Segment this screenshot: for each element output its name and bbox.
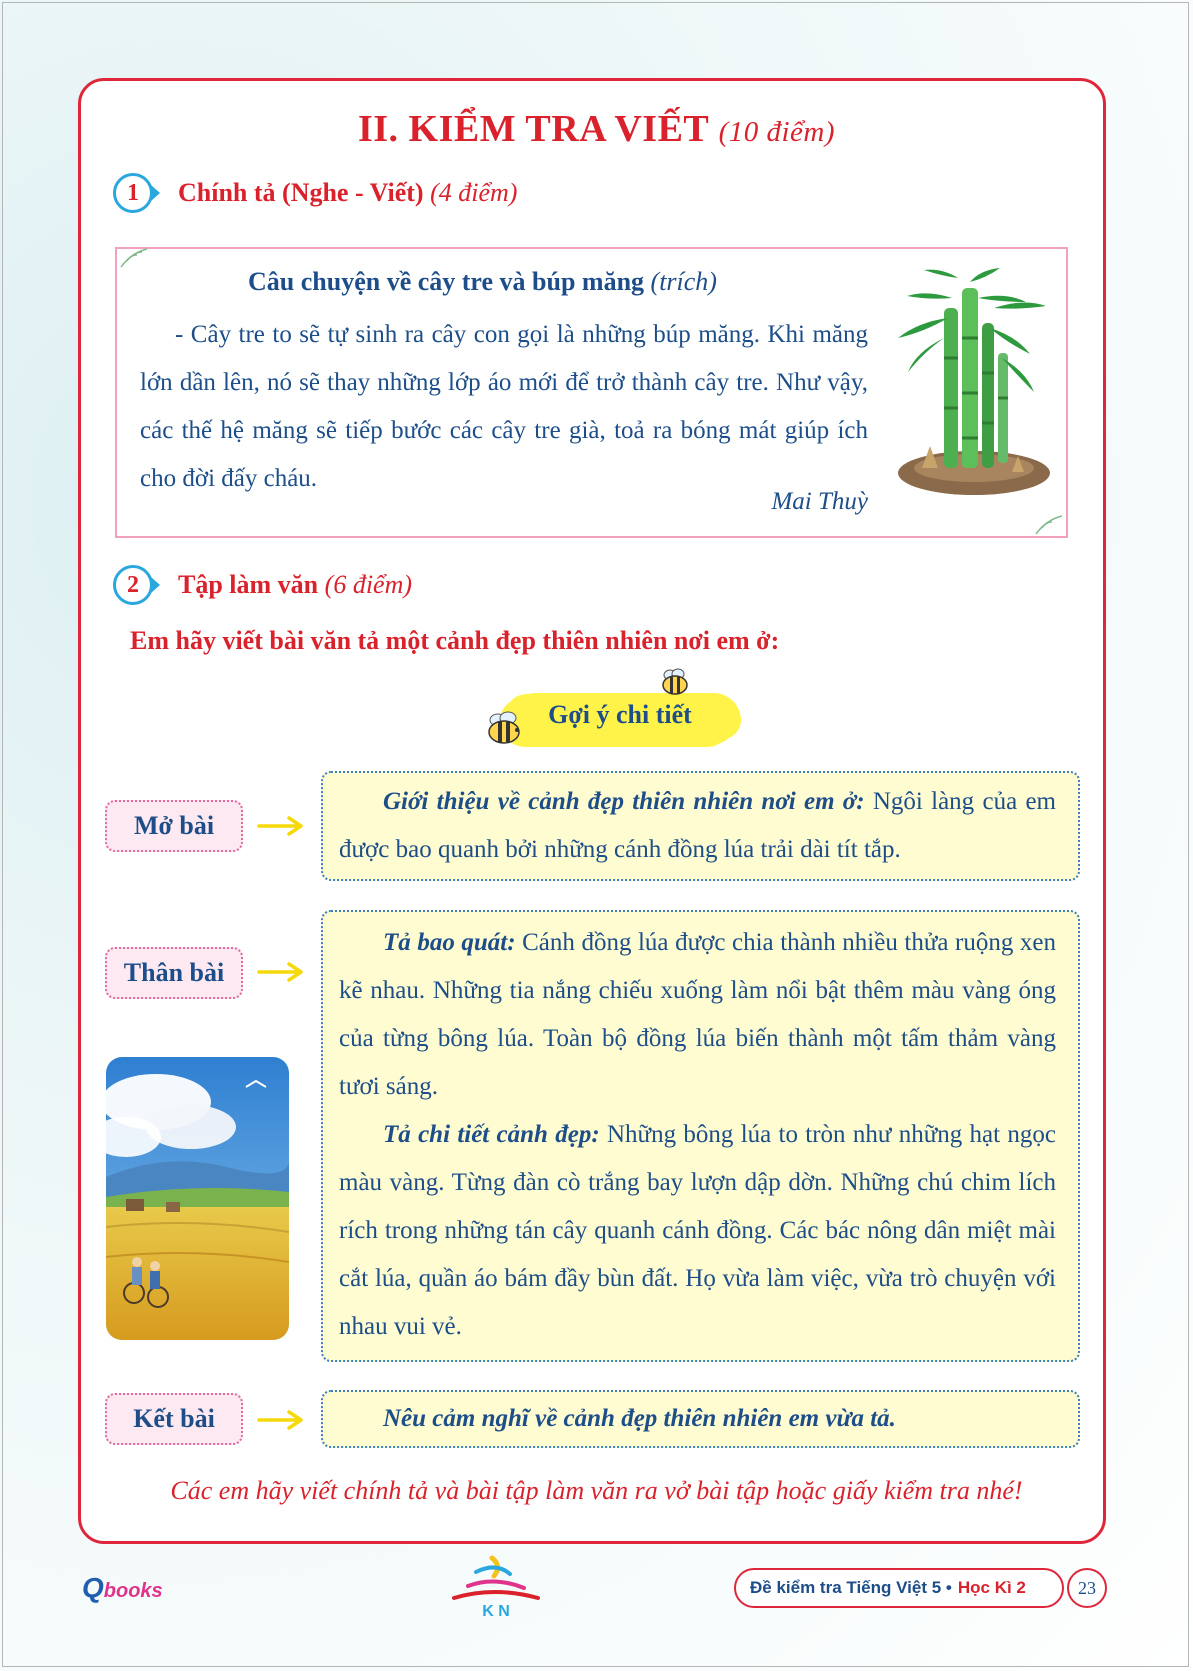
rice-field-scene bbox=[106, 1057, 289, 1340]
page-title-points: (10 điểm) bbox=[718, 116, 836, 148]
logo-books: books bbox=[103, 1580, 163, 1602]
section-2-heading bbox=[113, 565, 412, 605]
kn-logo-text: K N bbox=[482, 1603, 510, 1618]
conclusion-paragraph bbox=[339, 1395, 1056, 1443]
body-detail-lead: Tả chi tiết cảnh đẹp: bbox=[383, 1121, 600, 1148]
body-content bbox=[321, 910, 1080, 1362]
body-overview-text: Cánh đồng lúa được chia thành nhiều thửa ruộng xen kẽ nhau. Những tia nắng chiếu xuống làm nổi bật thêm màu vàng óng của từng bông lúa. Toàn bộ đồng lúa biến thành một tấm thảm vàng tươi sáng. bbox=[339, 929, 1056, 1100]
leaf-corner-icon bbox=[1034, 514, 1064, 536]
section-1-points: (4 điểm) bbox=[430, 178, 518, 207]
body-paragraph-overview bbox=[339, 919, 1056, 1111]
footnote: Các em hãy viết chính tả và bài tập làm văn ra vở bài tập hoặc giấy kiểm tra nhé! bbox=[170, 1476, 1023, 1505]
section-2-title-text: Tập làm văn bbox=[178, 570, 319, 599]
conclusion-label: Kết bài bbox=[105, 1393, 243, 1445]
writing-prompt: Em hãy viết bài văn tả một cảnh đẹp thiên nhiên nơi em ở: bbox=[130, 626, 780, 655]
section-1-number: 1 bbox=[113, 173, 153, 213]
body-label: Thân bài bbox=[105, 947, 243, 999]
arrow-right-icon bbox=[255, 814, 307, 838]
section-2-title bbox=[178, 570, 412, 600]
section-1-heading bbox=[113, 173, 517, 213]
passage-body bbox=[140, 311, 868, 503]
section-2-number: 2 bbox=[113, 565, 153, 605]
conclusion-content bbox=[321, 1390, 1080, 1448]
bee-icon bbox=[659, 668, 691, 696]
intro-lead: Giới thiệu về cảnh đẹp thiên nhiên nơi em ở: bbox=[383, 788, 865, 815]
passage-author: Mai Thuỳ bbox=[771, 488, 868, 515]
body-overview-lead: Tả bao quát: bbox=[383, 929, 516, 956]
page-title-text: II. KIỂM TRA VIẾT bbox=[357, 108, 709, 150]
body-paragraph-detail bbox=[339, 1111, 1056, 1351]
bee-icon bbox=[484, 710, 526, 746]
passage-note: (trích) bbox=[650, 267, 717, 296]
rice-field-illustration bbox=[106, 1057, 289, 1340]
intro-label: Mở bài bbox=[105, 800, 243, 852]
passage-text: - Cây tre to sẽ tự sinh ra cây con gọi là những búp măng. Khi măng lớn dần lên, nó sẽ thay những lớp áo mới để trở thành cây tre. Như vậy, các thế hệ măng sẽ tiếp bước các cây tre già, toả ra bóng mát giúp ích cho đời đấy cháu. bbox=[140, 321, 868, 492]
body-detail-text: Những bông lúa to tròn như những hạt ngọc màu vàng. Từng đàn cò trắng bay lượn dập dờn. Những chú chim lích rích trong những tán cây quanh cánh đồng. Các bác nông dân miệt mài cắt lúa, quần áo bám đầy bùn đất. Họ vừa làm việc, vừa trò chuyện với nhau vui vẻ. bbox=[339, 1121, 1056, 1340]
section-1-title-text: Chính tả (Nghe - Viết) bbox=[178, 178, 424, 207]
page-number: 23 bbox=[1067, 1568, 1107, 1608]
section-2-arrow-icon bbox=[151, 577, 160, 593]
passage-title-text: Câu chuyện về cây tre và búp măng bbox=[248, 267, 645, 296]
conclusion-text: Nêu cảm nghĩ về cảnh đẹp thiên nhiên em vừa tả. bbox=[383, 1405, 896, 1432]
arrow-right-icon bbox=[255, 1408, 307, 1432]
section-1-arrow-icon bbox=[151, 185, 160, 201]
intro-text: Ngôi làng của em được bao quanh bởi những cánh đồng lúa trải dài tít tắp. bbox=[339, 788, 1056, 863]
intro-content bbox=[321, 771, 1080, 881]
passage-title bbox=[248, 267, 717, 297]
arrow-right-icon bbox=[255, 960, 307, 984]
section-1-title bbox=[178, 178, 517, 208]
semester-label: Học Kì 2 bbox=[957, 1578, 1026, 1597]
kn-logo-icon bbox=[446, 1554, 546, 1618]
footer-book-title bbox=[734, 1568, 1064, 1608]
bamboo-illustration bbox=[882, 268, 1052, 498]
intro-paragraph bbox=[339, 778, 1056, 874]
hint-label: Gợi ý chi tiết bbox=[548, 700, 692, 729]
logo-q: Q bbox=[82, 1572, 104, 1603]
leaf-corner-icon bbox=[119, 247, 149, 269]
page-title bbox=[0, 107, 1193, 151]
publisher-logo bbox=[82, 1572, 163, 1604]
section-2-points: (6 điểm) bbox=[324, 570, 413, 599]
book-title: Đề kiểm tra Tiếng Việt 5 • bbox=[750, 1578, 952, 1597]
